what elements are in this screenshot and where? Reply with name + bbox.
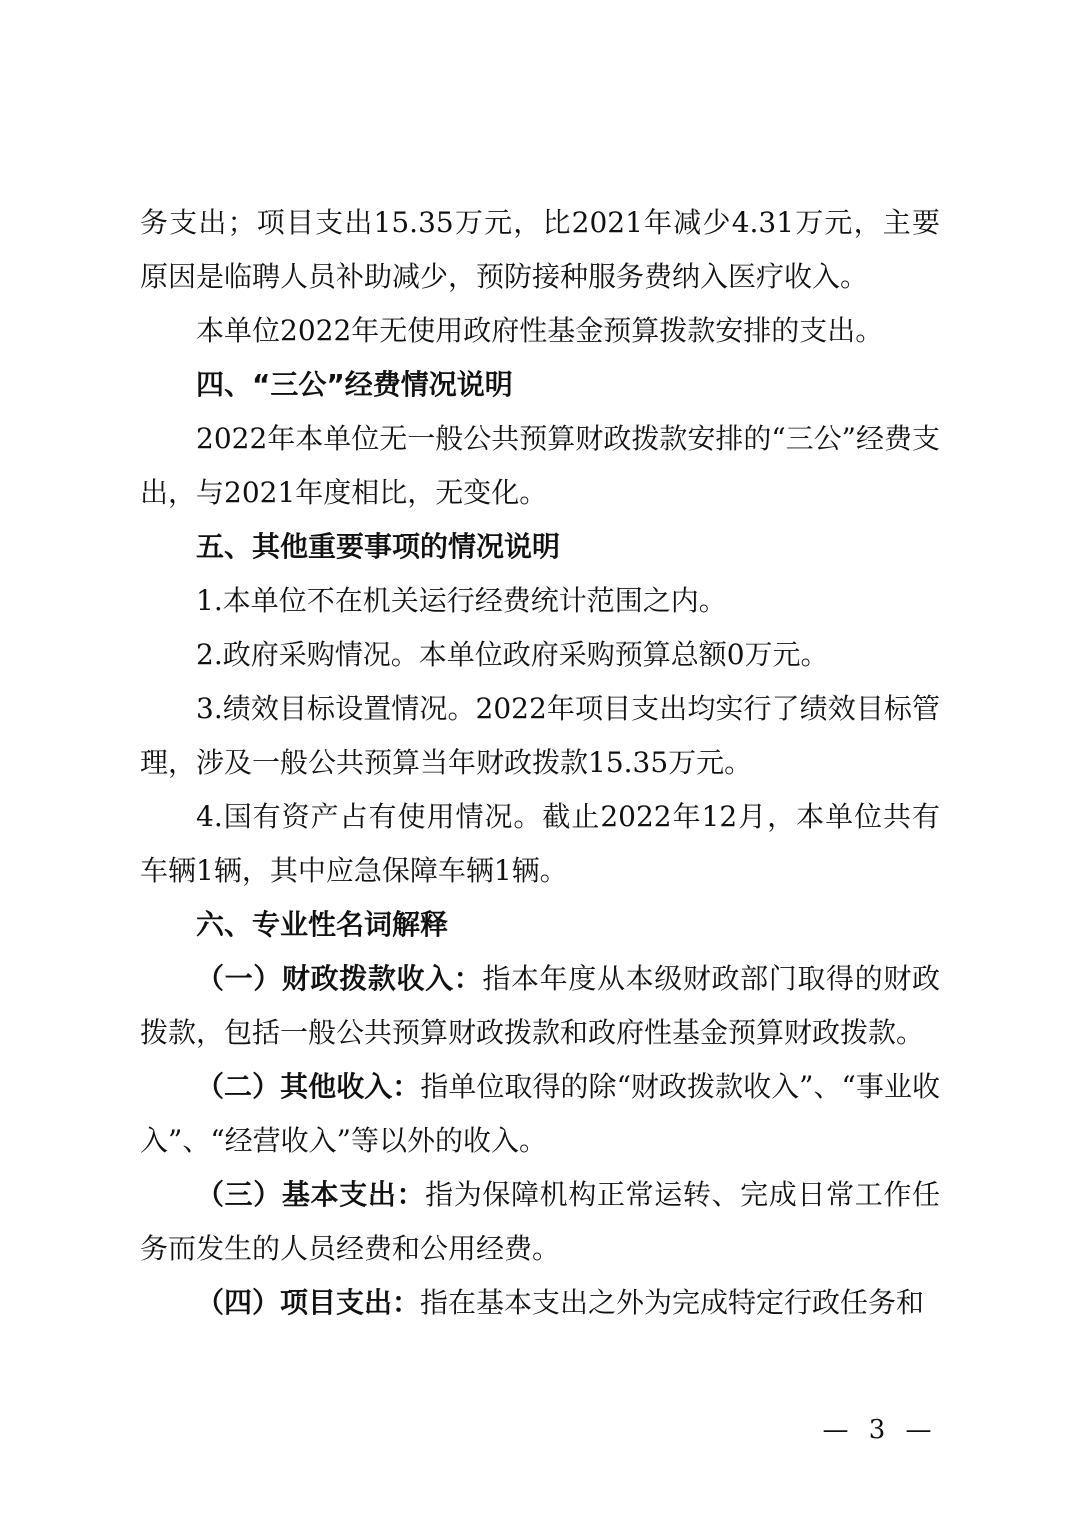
- term-definition: [140, 1060, 940, 1168]
- term-label: （三）基本支出：: [196, 1178, 426, 1211]
- section-heading-other-matters: 五、其他重要事项的情况说明: [196, 530, 561, 563]
- term-text: 指在基本支出之外为完成特定行政任务和: [420, 1286, 925, 1319]
- paragraph-project-expenditure: 务支出；项目支出15.35万元，比2021年减少4.31万元，主要原因是临聘人员补助减少，预防接种服务费纳入医疗收入。: [140, 206, 940, 293]
- paragraph-operating-costs: 1.本单位不在机关运行经费统计范围之内。: [196, 584, 727, 617]
- term-text: 指本年度从本级财政部门取得的财政拨款，包括一般公共预算财政拨款和政府性基金预算财政拨款。: [140, 962, 940, 1049]
- term-definition: [140, 952, 940, 1060]
- term-label: （二）其他收入：: [196, 1070, 421, 1103]
- term-definition: [140, 1168, 940, 1276]
- paragraph-government-fund: 本单位2022年无使用政府性基金预算拨款安排的支出。: [196, 314, 884, 347]
- term-label: （一）财政拨款收入：: [196, 962, 483, 995]
- term-definition: [140, 1276, 940, 1330]
- term-text: 指为保障机构正常运转、完成日常工作任务而发生的人员经费和公用经费。: [140, 1178, 940, 1265]
- term-text: 指单位取得的除“财政拨款收入”、“事业收入”、“经营收入”等以外的收入。: [140, 1070, 940, 1157]
- section-heading-terminology: 六、专业性名词解释: [196, 908, 449, 941]
- paragraph-performance-targets: 3.绩效目标设置情况。2022年项目支出均实行了绩效目标管理，涉及一般公共预算当年财政拨款15.35万元。: [140, 692, 940, 779]
- paragraph-three-public: 2022年本单位无一般公共预算财政拨款安排的“三公”经费支出，与2021年度相比，无变化。: [140, 422, 940, 509]
- paragraph-government-procurement: 2.政府采购情况。本单位政府采购预算总额0万元。: [196, 638, 829, 671]
- section-heading-three-public: 四、“三公”经费情况说明: [196, 368, 513, 401]
- page-number: — 3 —: [822, 1415, 938, 1445]
- term-label: （四）项目支出：: [196, 1286, 421, 1319]
- document-body: [140, 196, 940, 1330]
- paragraph-state-assets: 4.国有资产占有使用情况。截止2022年12月，本单位共有车辆1辆，其中应急保障车辆1辆。: [140, 800, 940, 887]
